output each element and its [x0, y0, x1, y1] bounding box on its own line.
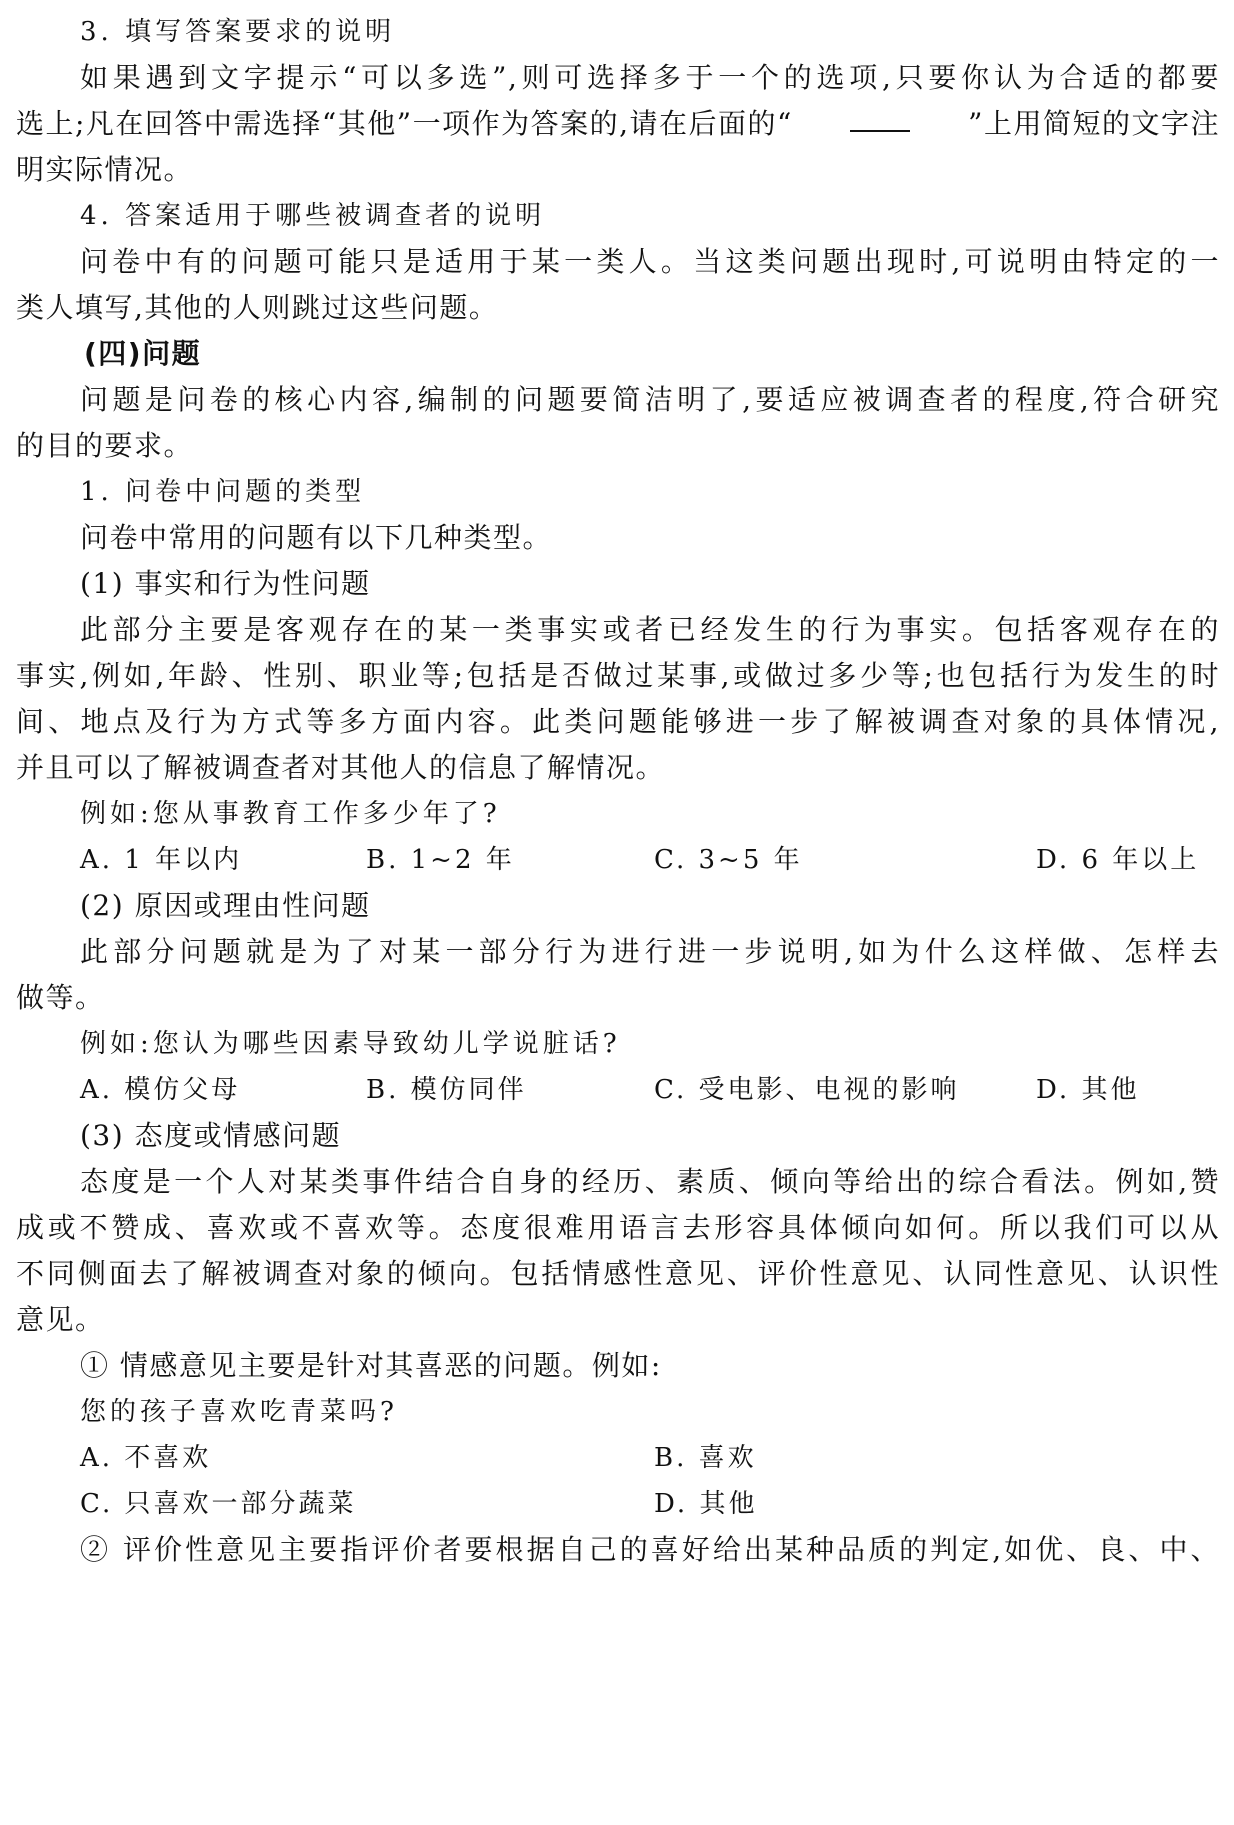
example-question: 例如:您认为哪些因素导致幼儿学说脏话?: [80, 1029, 621, 1059]
paragraph-line: 如果遇到文字提示“可以多选”,则可选择多于一个的选项,只要你认为合适的都要: [80, 61, 1220, 94]
example-question: 您的孩子喜欢吃青菜吗?: [80, 1397, 398, 1427]
example-options: [80, 1438, 1220, 1478]
paragraph-line: 此部分主要是客观存在的某一类事实或者已经发生的行为事实。包括客观存在的: [80, 613, 1220, 646]
paragraph-line: 事实,例如,年龄、性别、职业等;包括是否做过某事,或做过多少等;也包括行为发生的时: [16, 659, 1220, 692]
paragraph-line: ② 评价性意见主要指评价者要根据自己的喜好给出某种品质的判定,如优、良、中、: [80, 1533, 1220, 1566]
fill-in-blank: [850, 104, 910, 132]
option-b: B. 1~2 年: [366, 845, 515, 875]
paragraph-line: 成或不赞成、喜欢或不喜欢等。态度很难用语言去形容具体倾向如何。所以我们可以从: [16, 1211, 1220, 1244]
option-c: C. 只喜欢一部分蔬菜: [80, 1489, 357, 1519]
paragraph-line: 态度是一个人对某类事件结合自身的经历、素质、倾向等给出的综合看法。例如,赞: [80, 1165, 1220, 1198]
paragraph-text: 选上;凡在回答中需选择“其他”一项作为答案的,请在后面的“: [16, 107, 793, 140]
option-b: B. 喜欢: [654, 1443, 757, 1473]
paragraph-line: 意见。: [16, 1303, 105, 1336]
paragraph-line: 的目的要求。: [16, 429, 194, 462]
subheading-reason: (2) 原因或理由性问题: [80, 889, 371, 922]
subheading-answer-requirements: 3. 填写答案要求的说明: [80, 17, 396, 47]
paragraph-text: ”上用简短的文字注: [968, 107, 1220, 140]
paragraph-line: 类人填写,其他的人则跳过这些问题。: [16, 291, 499, 324]
option-b: B. 模仿同伴: [366, 1075, 527, 1105]
example-options: [80, 840, 1220, 880]
paragraph-line-with-blank: [16, 104, 1220, 144]
paragraph-line: 并且可以了解被调查者对其他人的信息了解情况。: [16, 751, 666, 784]
example-options: [80, 1484, 1220, 1524]
subheading-attitude: (3) 态度或情感问题: [80, 1119, 342, 1152]
paragraph-line: 此部分问题就是为了对某一部分行为进行进一步说明,如为什么这样做、怎样去: [80, 935, 1220, 968]
paragraph-line: 问题是问卷的核心内容,编制的问题要简洁明了,要适应被调查者的程度,符合研究: [80, 383, 1220, 416]
paragraph-line: 做等。: [16, 981, 105, 1014]
option-a: A. 模仿父母: [80, 1075, 241, 1105]
option-c: C. 受电影、电视的影响: [654, 1075, 960, 1105]
subheading-fact-behavior: (1) 事实和行为性问题: [80, 567, 371, 600]
example-options: [80, 1070, 1220, 1110]
paragraph-line: 问卷中常用的问题有以下几种类型。: [80, 521, 553, 554]
paragraph-line: 明实际情况。: [16, 153, 194, 186]
paragraph-line: 问卷中有的问题可能只是适用于某一类人。当这类问题出现时,可说明由特定的一: [80, 245, 1220, 278]
example-question: 例如:您从事教育工作多少年了?: [80, 799, 501, 829]
section-heading-questions: (四)问题: [84, 337, 202, 370]
subheading-applicable-respondents: 4. 答案适用于哪些被调查者的说明: [80, 201, 546, 231]
paragraph-line: 间、地点及行为方式等多方面内容。此类问题能够进一步了解被调查对象的具体情况,: [16, 705, 1220, 738]
option-d: D. 6 年以上: [1036, 845, 1200, 875]
subheading-question-types: 1. 问卷中问题的类型: [80, 477, 366, 507]
option-a: A. 不喜欢: [80, 1443, 212, 1473]
option-c: C. 3~5 年: [654, 845, 803, 875]
option-a: A. 1 年以内: [80, 845, 243, 875]
paragraph-line: ① 情感意见主要是针对其喜恶的问题。例如:: [80, 1349, 662, 1382]
option-d: D. 其他: [1036, 1075, 1140, 1105]
paragraph-line: 不同侧面去了解被调查对象的倾向。包括情感性意见、评价性意见、认同性意见、认识性: [16, 1257, 1220, 1290]
option-d: D. 其他: [654, 1489, 758, 1519]
